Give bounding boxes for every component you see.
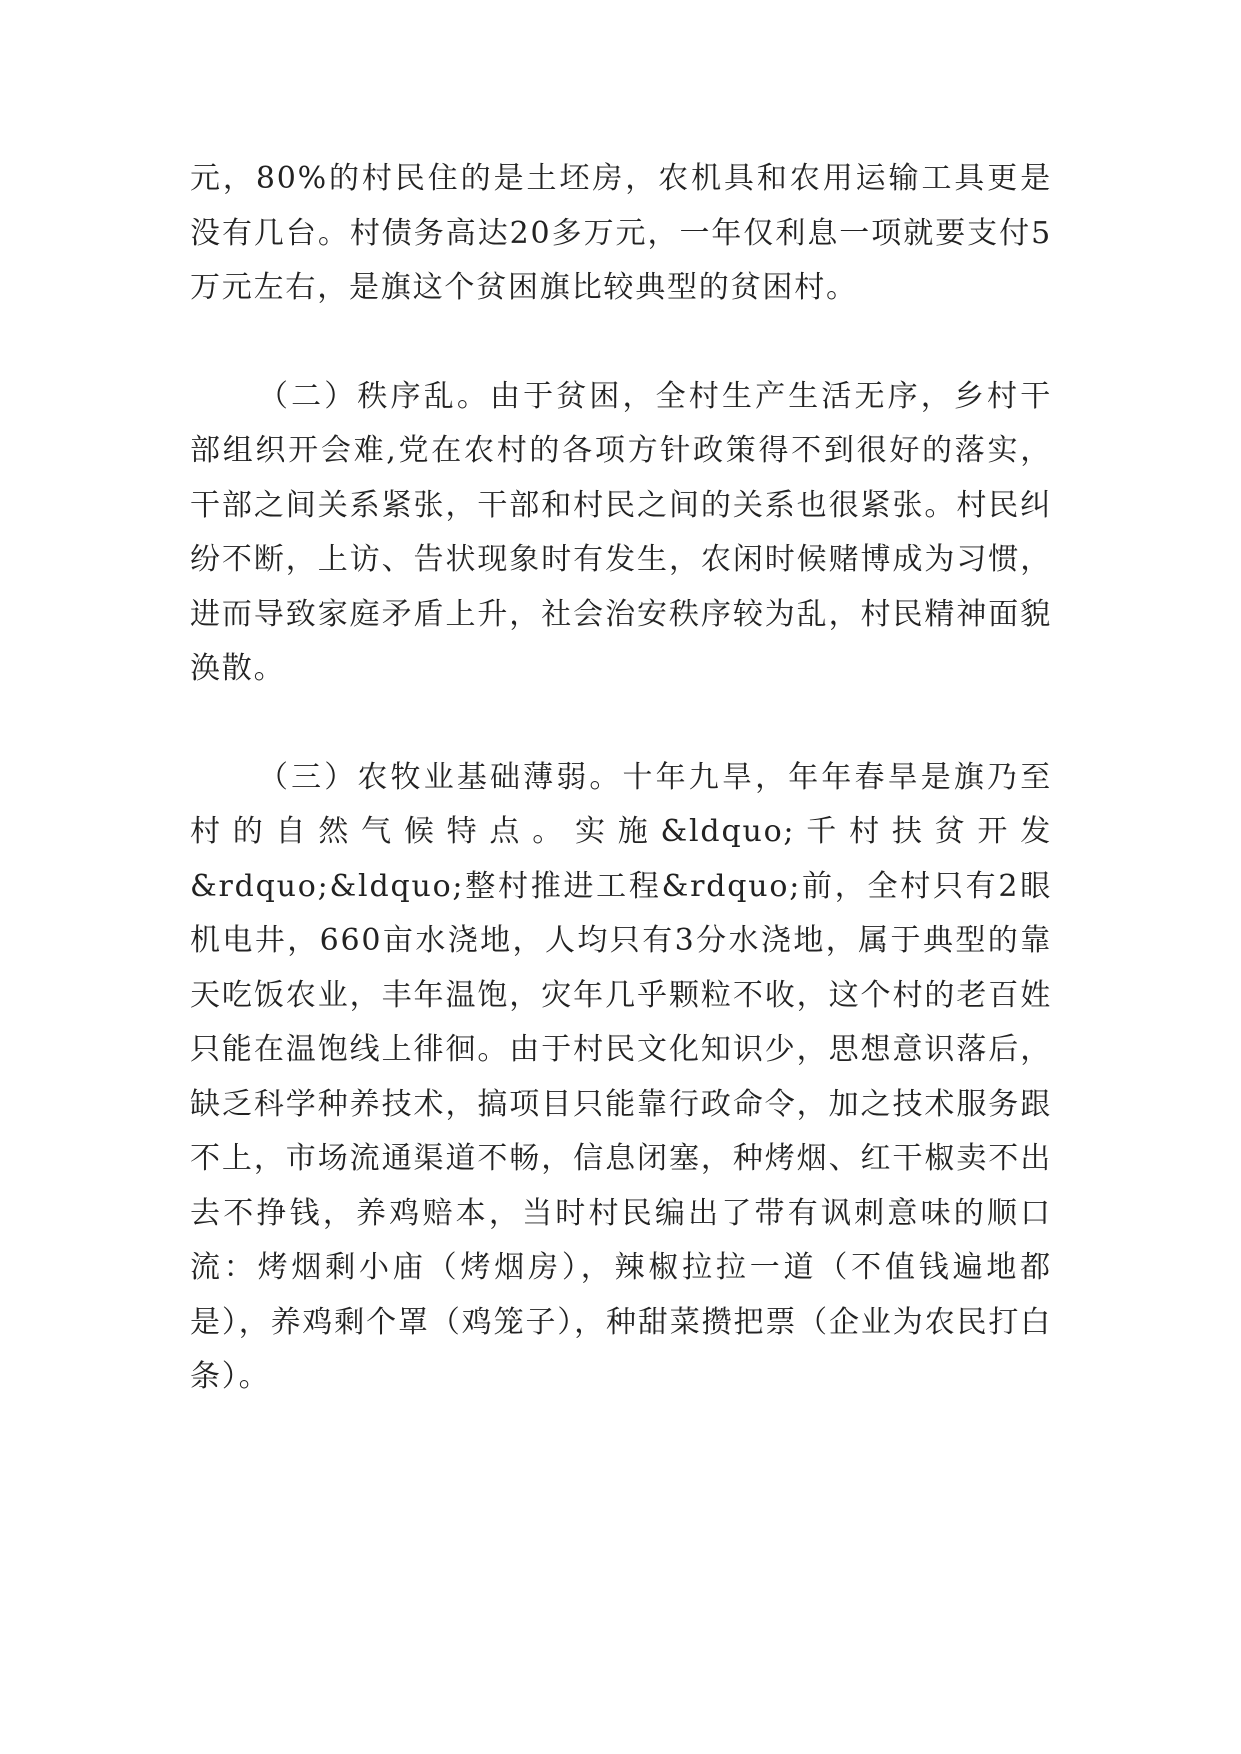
paragraph-section-three: （三）农牧业基础薄弱。十年九旱，年年春旱是旗乃至村的自然气候特点。实施&ldquo;千村扶贫开发&rdquo;&ldquo;整村推进工程&rdquo;前，全村只有2眼机电井，660亩水浇地，人均只有3分水浇地，属于典型的靠天吃饭农业，丰年温饱，灾年几乎颗粒不收，这个村的老百姓只能在温饱线上徘徊。由于村民文化知识少，思想意识落后，缺乏科学种养技术，搞项目只能靠行政命令，加之技术服务跟不上，市场流通渠道不畅，信息闭塞，种烤烟、红干椒卖不出去不挣钱，养鸡赔本，当时村民编出了带有讽刺意味的顺口流：烤烟剩小庙（烤烟房），辣椒拉拉一道（不值钱遍地都是），养鸡剩个罩（鸡笼子），种甜菜攒把票（企业为农民打白条）。 — [190, 759, 1052, 1394]
document-page — [190, 152, 1052, 1405]
paragraph-intro-continuation: 元，80%的村民住的是土坯房，农机具和农用运输工具更是没有几台。村债务高达20多万元，一年仅利息一项就要支付5万元左右，是旗这个贫困旗比较典型的贫困村。 — [190, 161, 1052, 305]
paragraph-section-two: （二）秩序乱。由于贫困，全村生产生活无序，乡村干部组织开会难,党在农村的各项方针政策得不到很好的落实，干部之间关系紧张，干部和村民之间的关系也很紧张。村民纠纷不断，上访、告状现象时有发生，农闲时候赌博成为习惯，进而导致家庭矛盾上升，社会治安秩序较为乱，村民精神面貌涣散。 — [190, 378, 1052, 686]
